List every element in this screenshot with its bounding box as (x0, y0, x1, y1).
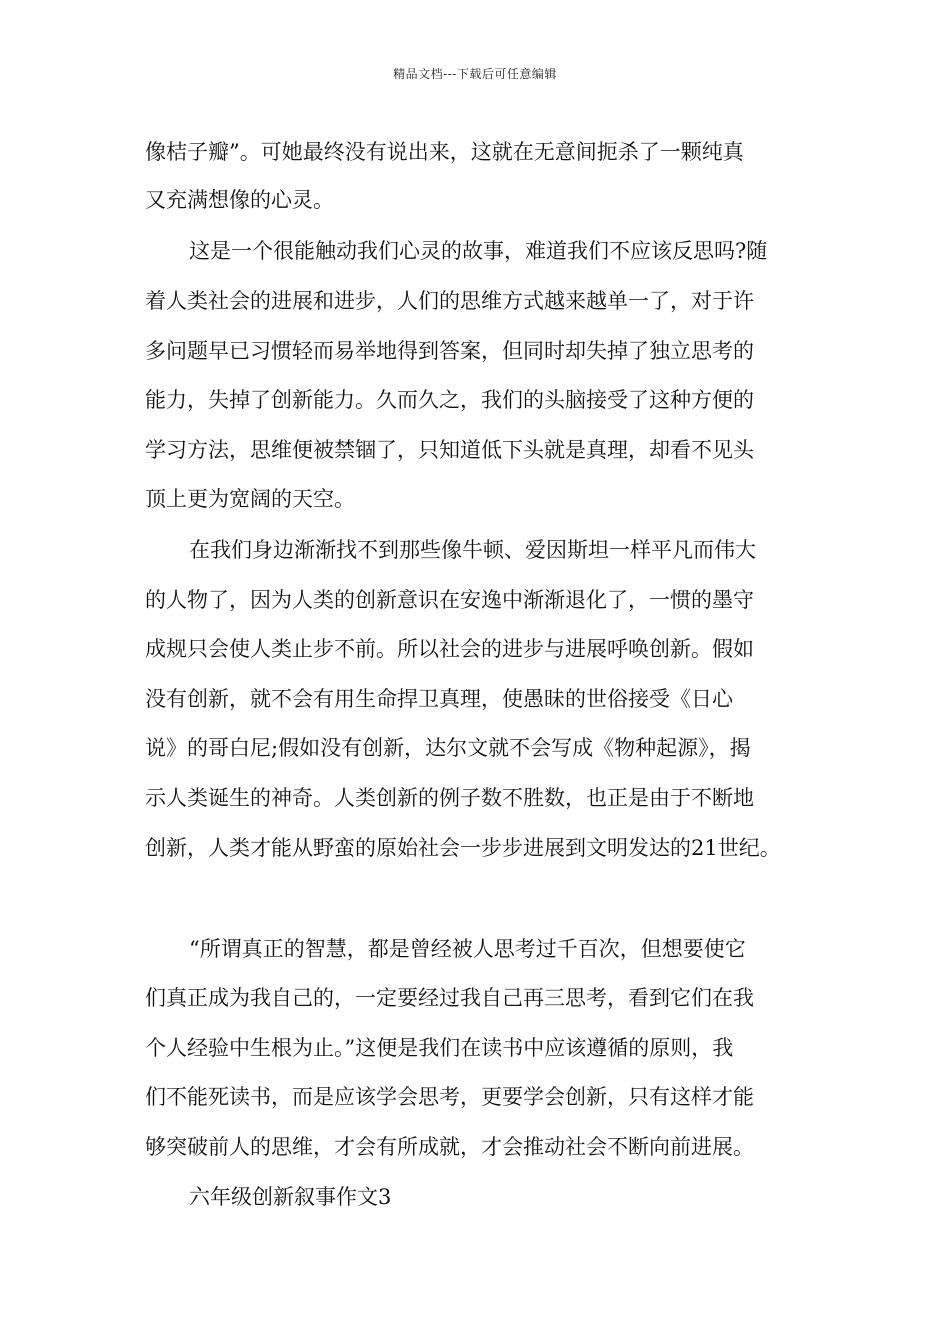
text-line: 着人类社会的进展和进步，人们的思维方式越来越单一了，对于许 (145, 289, 754, 313)
text-line: 顶上更为宽阔的天空。 (145, 487, 355, 511)
paragraph-start-line: “所谓真正的智慧，都是曾经被人思考过千百次，但想要使它 (189, 937, 746, 961)
text-line: 创新，人类才能从野蛮的原始社会一步步进展到文明发达的21世纪。 (145, 836, 781, 860)
text-line: 们真正成为我自己的，一定要经过我自己再三思考，看到它们在我 (145, 986, 754, 1010)
text-line: 们不能死读书，而是应该学会思考，更要学会创新，只有这样才能 (145, 1085, 754, 1109)
text-line: 学习方法，思维便被禁锢了，只知道低下头就是真理，却看不见头 (145, 438, 754, 462)
text-line: 够突破前人的思维，才会有所成就，才会推动社会不断向前进展。 (145, 1135, 754, 1159)
text-line: 像桔子瓣”。可她最终没有说出来，这就在无意间扼杀了一颗纯真 (145, 140, 744, 164)
text-line: 能力，失掉了创新能力。久而久之，我们的头脑接受了这种方便的 (145, 388, 754, 412)
text-line: 个人经验中生根为止。”这便是我们在读书中应该遵循的原则，我 (145, 1036, 734, 1060)
text-line: 说》的哥白尼;假如没有创新，达尔文就不会写成《物种起源》，揭 (145, 736, 751, 760)
text-line: 又充满想像的心灵。 (145, 188, 334, 212)
paragraph-start-line: 在我们身边渐渐找不到那些像牛顿、爱因斯坦一样平凡而伟大 (189, 538, 756, 562)
text-line: 没有创新，就不会有用生命捍卫真理，使愚昧的世俗接受《日心 (145, 687, 733, 711)
text-line: 示人类诞生的神奇。人类创新的例子数不胜数，也正是由于不断地 (145, 786, 754, 810)
text-line: 成规只会使人类止步不前。所以社会的进步与进展呼唤创新。假如 (145, 637, 754, 661)
section-title: 六年级创新叙事作文3 (189, 1185, 392, 1209)
text-line: 的人物了，因为人类的创新意识在安逸中渐渐退化了，一惯的墨守 (145, 588, 754, 612)
page-header: 精品文档---下载后可任意编辑 (393, 67, 557, 81)
paragraph-start-line: 这是一个很能触动我们心灵的故事，难道我们不应该反思吗?随 (189, 239, 768, 263)
text-line: 多问题早已习惯轻而易举地得到答案，但同时却失掉了独立思考的 (145, 339, 754, 363)
